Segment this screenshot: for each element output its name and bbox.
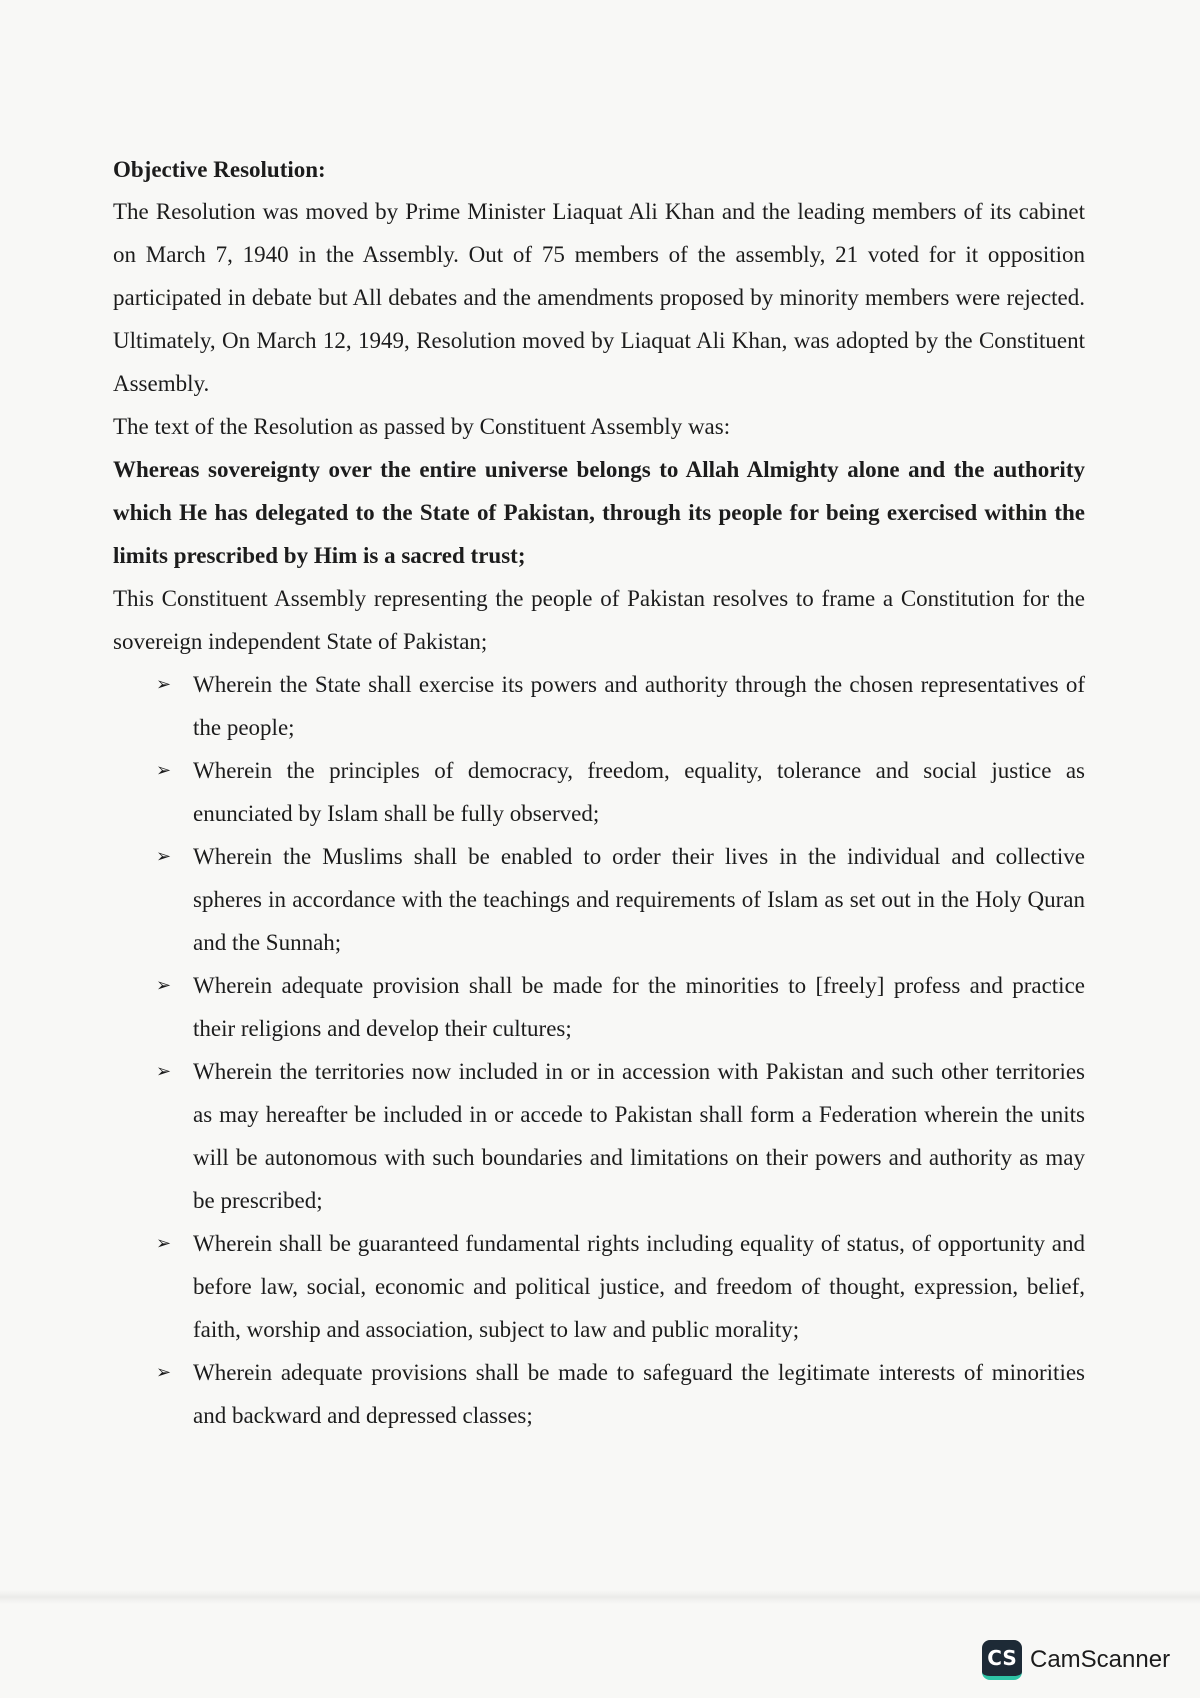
arrow-bullet-icon: ➢ [156,1233,172,1254]
arrow-bullet-icon: ➢ [156,846,172,867]
list-item [113,964,1085,1050]
list-item [113,1351,1085,1437]
wherein-list [113,663,1085,1437]
arrow-bullet-icon: ➢ [156,1061,172,1082]
list-item-text: Wherein the State shall exercise its powers and authority through the chosen representatives of the people; [193,672,1085,740]
list-item-text: Wherein adequate provision shall be made for the minorities to [freely] profess and practice their religions and develop their cultures; [193,973,1085,1041]
resolve-clause: This Constituent Assembly representing the people of Pakistan resolves to frame a Constitution for the sovereign independent State of Pakistan; [113,586,1085,654]
list-item-text: Wherein shall be guaranteed fundamental rights including equality of status, of opportunity and before law, social, economic and political justice, and freedom of thought, expression, belief, faith, worship and association, subject to law and public morality; [193,1231,1085,1342]
list-item-text: Wherein the territories now included in or in accession with Pakistan and such other territories as may hereafter be included in or accede to Pakistan shall form a Federation wherein the units will be autonomous with such boundaries and limitations on their powers and authority as may be prescribed; [193,1059,1085,1213]
camscanner-name: CamScanner [1030,1646,1171,1673]
document-body [113,150,1085,1437]
arrow-bullet-icon: ➢ [156,760,172,781]
list-item-text: Wherein adequate provisions shall be made to safeguard the legitimate interests of minorities and backward and depressed classes; [193,1360,1085,1428]
arrow-bullet-icon: ➢ [156,1362,172,1383]
arrow-bullet-icon: ➢ [156,674,172,695]
list-item [113,835,1085,964]
resolution-intro-line: The text of the Resolution as passed by Constituent Assembly was: [113,414,731,439]
list-item-text: Wherein the Muslims shall be enabled to order their lives in the individual and collective spheres in accordance with the teachings and requirements of Islam as set out in the Holy Quran and the Sunnah; [193,844,1085,955]
list-item [113,663,1085,749]
list-item [113,749,1085,835]
intro-paragraph: The Resolution was moved by Prime Minister Liaquat Ali Khan and the leading members of its cabinet on March 7, 1940 in the Assembly. Out of 75 members of the assembly, 21 voted for it opposition participated in debate but All debates and the amendments proposed by minority members were rejected. Ultimately, On March 12, 1949, Resolution moved by Liaquat Ali Khan, was adopted by the Constituent Assembly. [113,199,1085,396]
scan-edge-shadow [0,1590,1200,1604]
list-item-text: Wherein the principles of democracy, freedom, equality, tolerance and social justice as enunciated by Islam shall be fully observed; [193,758,1085,826]
arrow-bullet-icon: ➢ [156,975,172,996]
list-item [113,1222,1085,1351]
camscanner-logo-icon: CS [982,1640,1022,1680]
camscanner-watermark [982,1640,1170,1680]
sovereignty-clause: Whereas sovereignty over the entire universe belongs to Allah Almighty alone and the authority which He has delegated to the State of Pakistan, through its people for being exercised within the limits prescribed by Him is a sacred trust; [113,457,1085,568]
list-item [113,1050,1085,1222]
document-heading: Objective Resolution: [113,157,326,182]
